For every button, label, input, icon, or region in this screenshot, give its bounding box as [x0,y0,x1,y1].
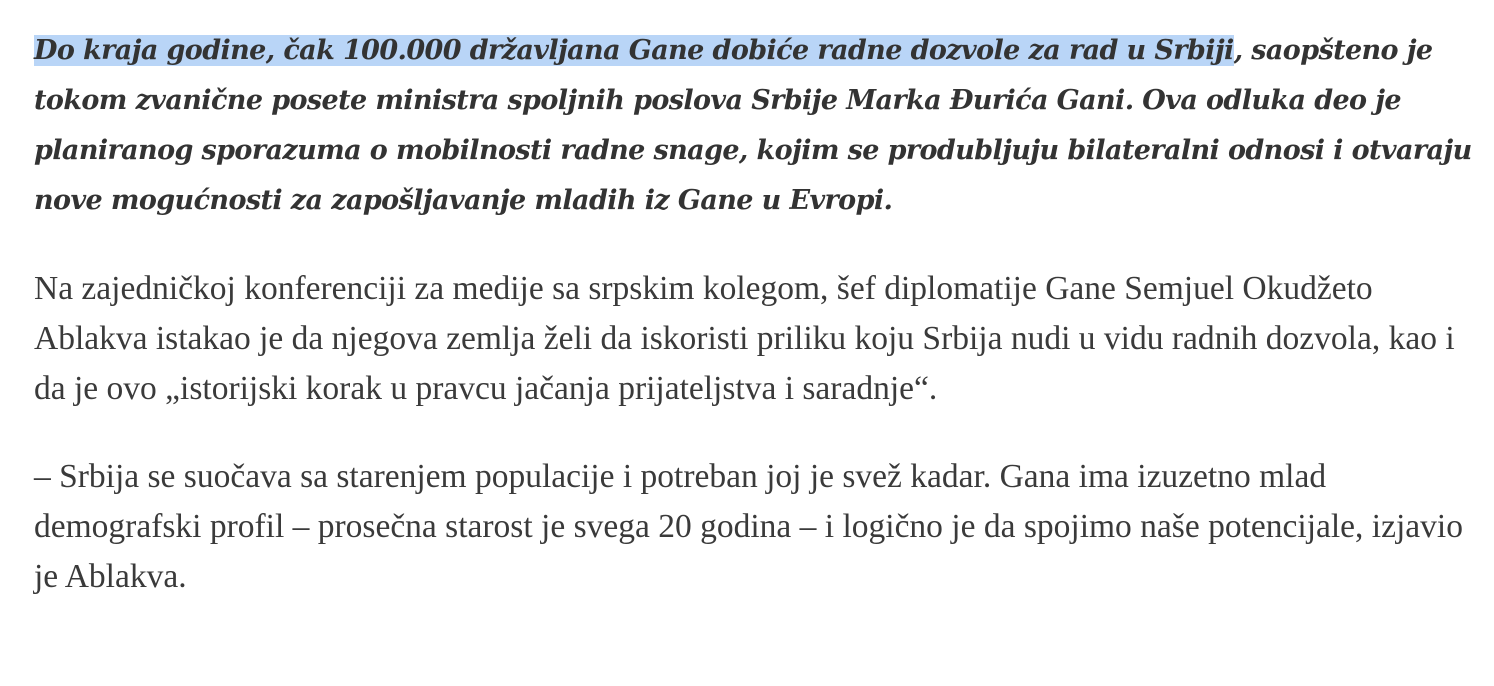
article-body [34,26,1474,602]
lead-text-rest[interactable]: , saopšteno je tokom zvanične posete ministra spoljnih poslova Srbije Marka Đurića Gani. Ova odluka deo je planiranog sporazuma o mobilnosti radne snage, kojim se produbljuju bilateralni odnosi i otvaraju nove mogućnosti za zapošljavanje mladih iz Gane u Evropi. [34,35,1472,216]
paragraph-conference[interactable]: Na zajedničkoj konferenciji za medije sa srpskim kolegom, šef diplomatije Gane Semjuel Okudžeto Ablakva istakao je da njegova zemlja želi da iskoristi priliku koju Srbija nudi u vidu radnih dozvola, kao i da je ovo „istorijski korak u pravcu jačanja prijateljstva i saradnje“. [34,270,1455,407]
selected-text[interactable]: Do kraja godine, čak 100.000 državljana Gane dobiće radne dozvole za rad u Srbiji [34,35,1234,66]
article-lead [34,26,1474,226]
paragraph-quote[interactable]: – Srbija se suočava sa starenjem populacije i potreban joj je svež kadar. Gana ima izuzetno mlad demografski profil – prosečna starost je svega 20 godina – i logično je da spojimo naše potencijale, izjavio je Ablakva. [34,458,1463,595]
